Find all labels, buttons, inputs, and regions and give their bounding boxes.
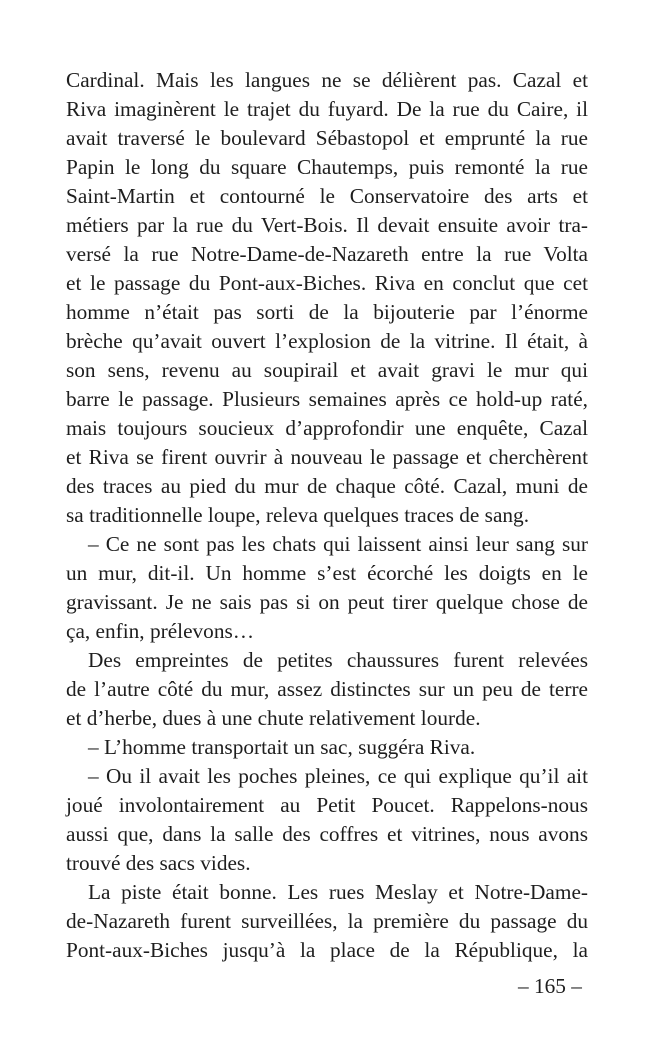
paragraph-dialogue xyxy=(66,762,588,878)
text-line: versé la rue Notre-Dame-de-Nazareth entre la rue Volta xyxy=(66,242,588,266)
text-line: des traces au pied du mur de chaque côté. Cazal, muni de xyxy=(66,474,588,498)
text-line: – Ou il avait les poches pleines, ce qui explique qu’il ait xyxy=(88,764,588,788)
text-line: homme n’était pas sorti de la bijouterie par l’énorme xyxy=(66,300,588,324)
text-line: Saint-Martin et contourné le Conservatoire des arts et xyxy=(66,184,588,208)
text-line: un mur, dit-il. Un homme s’est écorché les doigts en le xyxy=(66,561,588,585)
text-line: de l’autre côté du mur, assez distinctes sur un peu de terre xyxy=(66,677,588,701)
paragraph-narration xyxy=(66,66,588,530)
text-line: – Ce ne sont pas les chats qui laissent ainsi leur sang sur xyxy=(88,532,588,556)
text-line: ça, enfin, prélevons… xyxy=(66,619,255,643)
text-line: aussi que, dans la salle des coffres et vitrines, nous avons xyxy=(66,822,588,846)
text-line: trouvé des sacs vides. xyxy=(66,851,251,875)
text-line: son sens, revenu au soupirail et avait gravi le mur qui xyxy=(66,358,588,382)
text-line: sa traditionnelle loupe, releva quelques traces de sang. xyxy=(66,503,530,527)
text-line: Des empreintes de petites chaussures furent relevées xyxy=(88,648,588,672)
text-line: Riva imaginèrent le trajet du fuyard. De la rue du Caire, il xyxy=(66,97,588,121)
text-line: brèche qu’avait ouvert l’explosion de la vitrine. Il était, à xyxy=(66,329,588,353)
text-line: Pont-aux-Biches jusqu’à la place de la République, la xyxy=(66,938,588,962)
text-line: – L’homme transportait un sac, suggéra Riva. xyxy=(88,735,476,759)
page-number: – 165 – xyxy=(518,974,582,998)
paragraph-narration xyxy=(66,878,588,965)
text-line: avait traversé le boulevard Sébastopol et emprunté la rue xyxy=(66,126,588,150)
page-body xyxy=(66,66,588,965)
text-line: et le passage du Pont-aux-Biches. Riva en conclut que cet xyxy=(66,271,588,295)
text-line: joué involontairement au Petit Poucet. Rappelons-nous xyxy=(66,793,588,817)
text-line: Papin le long du square Chautemps, puis remonté la rue xyxy=(66,155,588,179)
text-line: et d’herbe, dues à une chute relativement lourde. xyxy=(66,706,481,730)
paragraph-dialogue xyxy=(66,530,588,646)
text-line: gravissant. Je ne sais pas si on peut tirer quelque chose de xyxy=(66,590,588,614)
text-line: et Riva se firent ouvrir à nouveau le passage et cherchèrent xyxy=(66,445,588,469)
text-line: Cardinal. Mais les langues ne se délièrent pas. Cazal et xyxy=(66,68,588,92)
text-line: La piste était bonne. Les rues Meslay et Notre-Dame- xyxy=(88,880,588,904)
text-line: barre le passage. Plusieurs semaines après ce hold-up raté, xyxy=(66,387,588,411)
text-line: métiers par la rue du Vert-Bois. Il devait ensuite avoir tra- xyxy=(66,213,588,237)
text-line: mais toujours soucieux d’approfondir une enquête, Cazal xyxy=(66,416,588,440)
text-line: de-Nazareth furent surveillées, la première du passage du xyxy=(66,909,588,933)
paragraph-narration xyxy=(66,646,588,733)
paragraph-dialogue xyxy=(66,733,588,762)
